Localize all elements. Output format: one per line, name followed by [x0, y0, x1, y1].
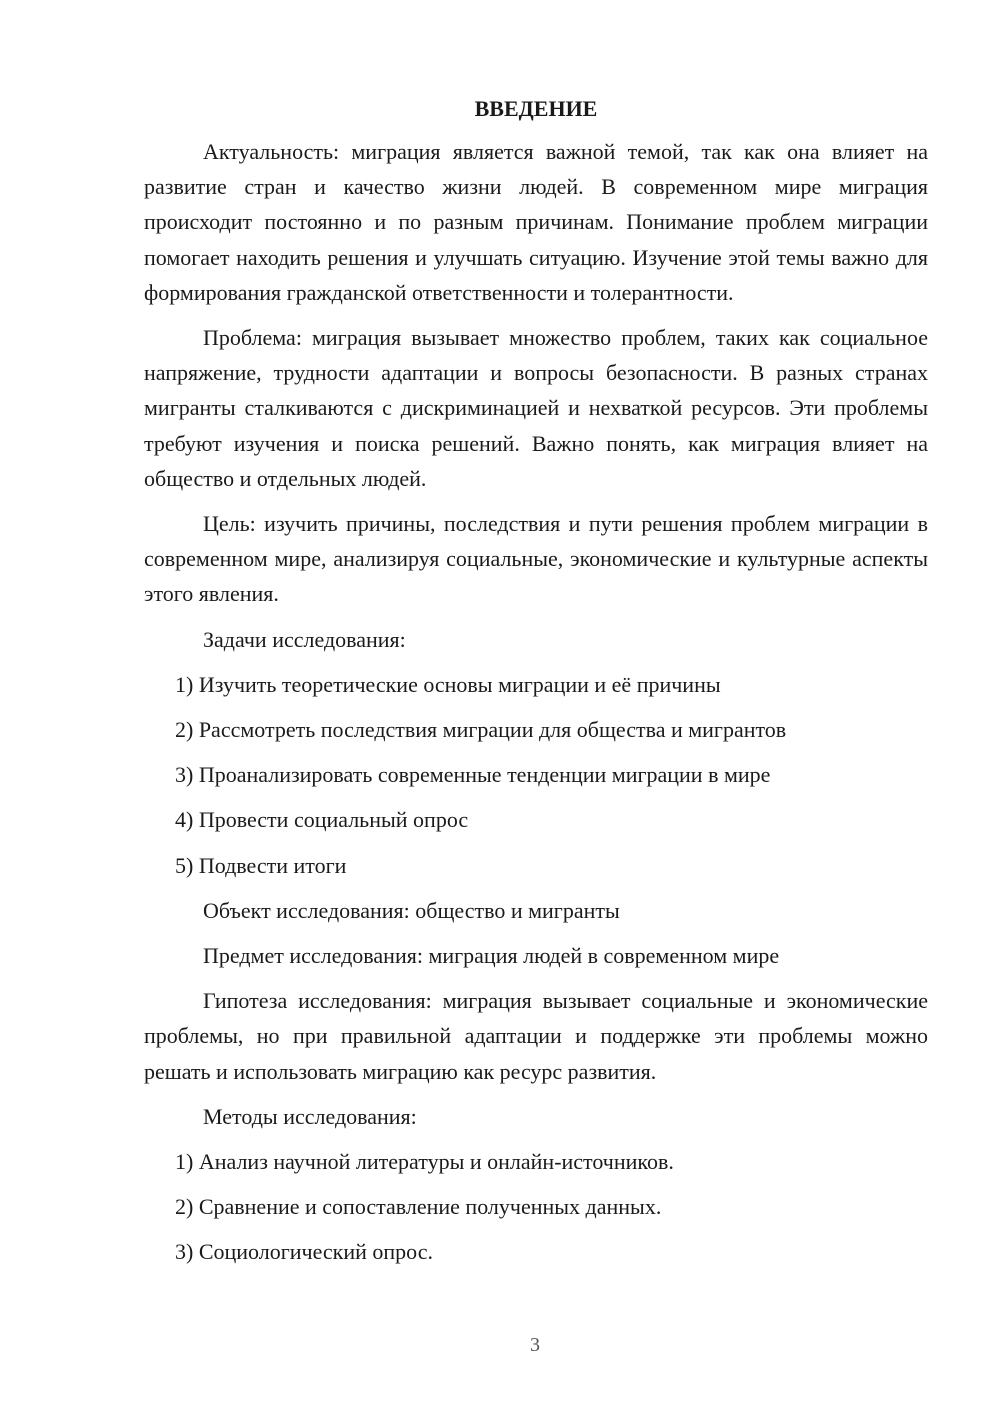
- method-item: 2) Сравнение и сопоставление полученных данных.: [175, 1194, 662, 1220]
- relevance-paragraph: Актуальность: миграция является важной темой, так как она влияет на развитие стран и качество жизни людей. В современном мире миграция происходит постоянно и по разным причинам. Понимание проблем миграции помогает находить решения и улучшать ситуацию. Изучение этой темы важно для формирования гражданской ответственности и толерантности.: [144, 139, 928, 305]
- hypothesis-paragraph: Гипотеза исследования: миграция вызывает социальные и экономические проблемы, но при правильной адаптации и поддержке эти проблемы можно решать и использовать миграцию как ресурс развития.: [144, 988, 928, 1084]
- method-item: 1) Анализ научной литературы и онлайн-источников.: [175, 1149, 674, 1175]
- task-item: 1) Изучить теоретические основы миграции и её причины: [175, 671, 721, 697]
- task-item: 2) Рассмотреть последствия миграции для общества и мигрантов: [175, 717, 787, 743]
- document-page: [144, 88, 928, 1280]
- method-item: 3) Социологический опрос.: [175, 1239, 433, 1265]
- methods-label: Методы исследования:: [203, 1103, 417, 1129]
- task-item: 5) Подвести итоги: [175, 852, 347, 878]
- subject-line: Предмет исследования: миграция людей в современном мире: [203, 943, 780, 969]
- problem-paragraph: Проблема: миграция вызывает множество проблем, таких как социальное напряжение, трудности адаптации и вопросы безопасности. В разных странах мигранты сталкиваются с дискриминацией и нехваткой ресурсов. Эти проблемы требуют изучения и поиска решений. Важно понять, как миграция влияет на общество и отдельных людей.: [144, 325, 928, 491]
- tasks-label: Задачи исследования:: [203, 626, 406, 652]
- task-item: 3) Проанализировать современные тенденции миграции в мире: [175, 762, 771, 788]
- goal-paragraph: Цель: изучить причины, последствия и пути решения проблем миграции в современном мире, анализируя социальные, экономические и культурные аспекты этого явления.: [144, 511, 928, 607]
- object-line: Объект исследования: общество и мигранты: [203, 897, 620, 923]
- task-item: 4) Провести социальный опрос: [175, 807, 469, 833]
- section-heading: ВВЕДЕНИЕ: [474, 96, 598, 121]
- page-number: 3: [530, 1334, 540, 1356]
